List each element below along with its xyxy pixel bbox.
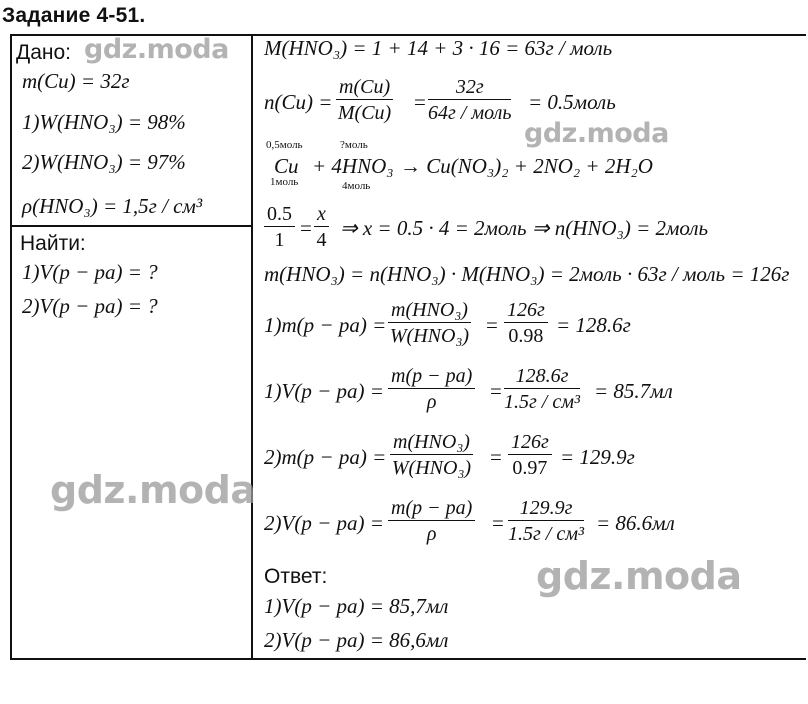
- v2-fraction-1-den: ρ: [426, 523, 437, 545]
- m2-fraction-2: [508, 432, 552, 478]
- answer-1: 1)V(p − pa) = 85,7мл: [264, 594, 449, 618]
- v2-fraction-2: [508, 498, 584, 544]
- given-concentration-2: 2)W(HNO₃) = 97%: [22, 150, 186, 174]
- m1-fraction-2-den: 0.98: [508, 325, 544, 347]
- n-cu-fraction-1-den: M(Cu): [337, 102, 392, 124]
- m1-fraction-1: [388, 300, 471, 346]
- watermark-bottom-right: gdz.moda: [536, 554, 742, 598]
- find-label: Найти:: [20, 232, 86, 255]
- m2-equals: =: [490, 445, 502, 469]
- m1-fraction-2: [504, 300, 548, 346]
- equation-above-cu: 0,5моль: [266, 139, 303, 151]
- molar-mass-line: M(HNO₃) = 1 + 14 + 3 · 16 = 63г / моль: [264, 36, 613, 60]
- given-find-divider: [10, 225, 252, 227]
- m1-equals: =: [486, 313, 498, 337]
- n-cu-fraction-2-num: 32г: [428, 77, 511, 100]
- n-cu-fraction-1: [336, 77, 393, 123]
- task-title: Задание 4-51.: [2, 4, 146, 27]
- find-volume-1: 1)V(p − pa) = ?: [22, 260, 158, 284]
- m1-lhs: 1)m(p − pa) =: [264, 313, 387, 337]
- given-density: ρ(HNO₃) = 1,5г / см³: [22, 194, 203, 218]
- v1-result: = 85.7мл: [594, 379, 673, 403]
- watermark-center: gdz.moda: [524, 118, 669, 149]
- v1-fraction-1-den: ρ: [426, 391, 437, 413]
- m1-fraction-1-num: m(HNO₃): [388, 300, 471, 323]
- given-concentration-1: 1)W(HNO₃) = 98%: [22, 110, 186, 134]
- m2-lhs: 2)m(p − pa) =: [264, 445, 387, 469]
- v1-fraction-2-den: 1.5г / см³: [504, 391, 580, 413]
- v2-fraction-2-den: 1.5г / см³: [508, 523, 584, 545]
- proportion-fraction-1: [264, 204, 295, 250]
- table-left-border: [10, 34, 12, 660]
- equation-hno3: + 4HNO₃: [312, 154, 394, 178]
- v2-equals: =: [492, 511, 504, 535]
- equation-above-hno3: ?моль: [340, 139, 368, 151]
- proportion-fraction-1-num: 0.5: [264, 204, 295, 227]
- n-cu-fraction-1-num: m(Cu): [336, 77, 393, 100]
- v2-fraction-2-num: 129.9г: [508, 498, 584, 521]
- equation-below-hno3: 4моль: [342, 180, 371, 192]
- n-cu-lhs: n(Cu) =: [264, 90, 333, 114]
- v1-fraction-1: [388, 366, 475, 412]
- v2-fraction-1: [388, 498, 475, 544]
- answer-2: 2)V(p − pa) = 86,6мл: [264, 628, 449, 652]
- m1-result: = 128.6г: [556, 313, 631, 337]
- n-cu-fraction-2-den: 64г / моль: [428, 102, 512, 124]
- v1-lhs: 1)V(p − pa) =: [264, 379, 384, 403]
- watermark-left-large: gdz.moda: [50, 468, 256, 512]
- n-cu-result: = 0.5моль: [528, 90, 616, 114]
- given-label: Дано:: [16, 41, 72, 64]
- column-divider: [251, 34, 253, 660]
- proportion-rest: ⇒ x = 0.5 · 4 = 2моль ⇒ n(HNO₃) = 2моль: [340, 216, 709, 240]
- v2-lhs: 2)V(p − pa) =: [264, 511, 384, 535]
- m2-fraction-1-den: W(HNO₃): [391, 457, 472, 479]
- n-cu-fraction-2: [428, 77, 511, 123]
- table-bottom-border: [10, 658, 806, 660]
- find-volume-2: 2)V(p − pa) = ?: [22, 294, 158, 318]
- mass-hno3-line: m(HNO₃) = n(HNO₃) · M(HNO₃) = 2моль · 63г / моль = 126г: [264, 262, 790, 286]
- proportion-equals: =: [300, 216, 312, 240]
- given-mass: m(Cu) = 32г: [22, 69, 130, 93]
- v1-equals: =: [490, 379, 502, 403]
- m2-fraction-1: [390, 432, 473, 478]
- m2-fraction-2-num: 126г: [508, 432, 552, 455]
- v1-fraction-1-num: m(p − pa): [388, 366, 475, 389]
- proportion-fraction-1-den: 1: [274, 229, 285, 251]
- m2-fraction-2-den: 0.97: [512, 457, 548, 479]
- m2-result: = 129.9г: [560, 445, 635, 469]
- proportion-fraction-2-den: 4: [316, 229, 327, 251]
- equation-products: → Cu(NO₃)₂ + 2NO₂ + 2H₂O: [400, 154, 653, 178]
- proportion-fraction-2: [314, 204, 329, 250]
- n-cu-equals: =: [414, 90, 426, 114]
- m2-fraction-1-num: m(HNO₃): [390, 432, 473, 455]
- m1-fraction-2-num: 126г: [504, 300, 548, 323]
- v1-fraction-2-num: 128.6г: [504, 366, 580, 389]
- v2-result: = 86.6мл: [596, 511, 675, 535]
- v2-fraction-1-num: m(p − pa): [388, 498, 475, 521]
- answer-label: Ответ:: [264, 565, 328, 588]
- equation-cu: Cu: [274, 154, 299, 178]
- m1-fraction-1-den: W(HNO₃): [389, 325, 470, 347]
- watermark-top-left: gdz.moda: [84, 34, 229, 65]
- proportion-fraction-2-num: x: [314, 204, 329, 227]
- equation-below-cu: 1моль: [270, 176, 299, 188]
- v1-fraction-2: [504, 366, 580, 412]
